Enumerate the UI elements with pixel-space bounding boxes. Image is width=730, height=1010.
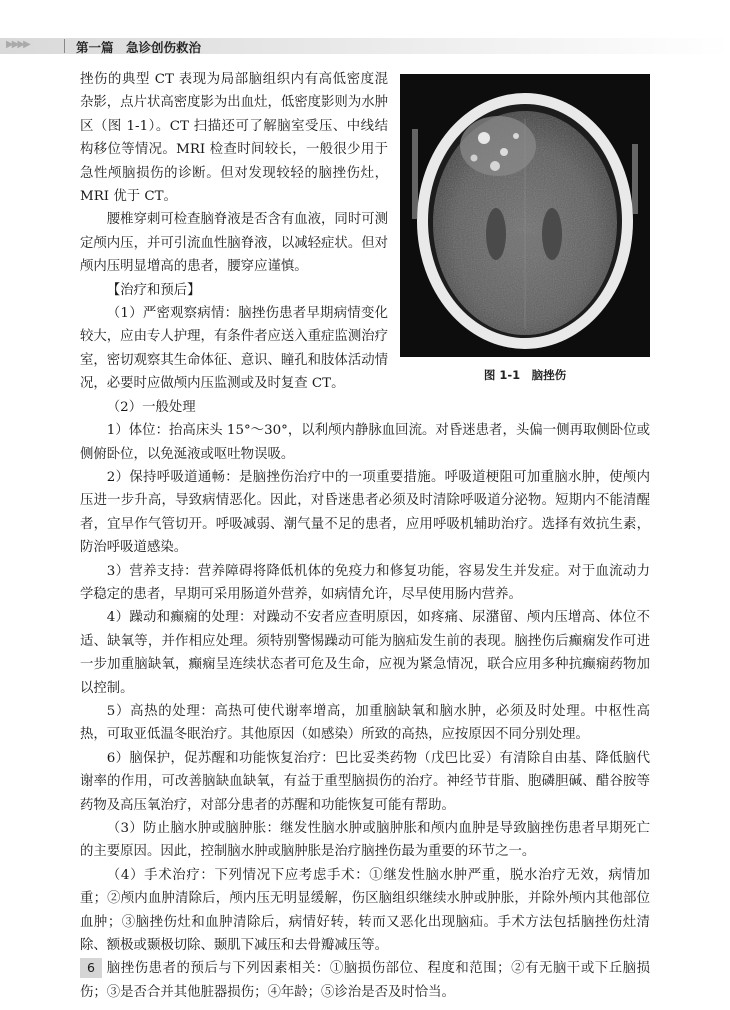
paragraph-prognosis: 脑挫伤患者的预后与下列因素相关：①脑损伤部位、程度和范围；②有无脑干或下丘脑损伤；③是否合并其他脏器损伤；④年龄；⑤诊治是否及时恰当。 [80,961,650,1000]
paragraph-edema-prevention: （3）防止脑水肿或脑肿胀：继发性脑水肿或脑肿胀和颅内血肿是导致脑挫伤患者早期死亡的主要原因。因此，控制脑水肿或脑肿胀是治疗脑挫伤最为重要的环节之一。 [80,821,650,860]
ct-scan-image [400,74,650,357]
paragraph-nutrition: 3）营养支持：营养障碍将降低机体的免疫力和修复功能，容易发生并发症。对于血流动力学稳定的患者，早期可采用肠道外营养，如病情允许，尽早使用肠内营养。 [80,563,650,602]
section-heading-treatment: 【治疗和预后】 [106,282,201,298]
page-number: 6 [80,958,102,978]
figure-caption: 图 1-1 脑挫伤 [483,368,567,382]
header-title [76,38,201,56]
figure-ct-scan [400,74,650,384]
paragraph-lumbar-puncture: 腰椎穿刺可检查脑脊液是否含有血液，同时可测定颅内压，并可引流血性脑脊液，以减轻症状。但对颅内压明显增高的患者，腰穿应谨慎。 [80,212,388,275]
paragraph-general-care: （2）一般处理 [106,399,196,415]
running-header [0,0,730,60]
paragraph-ct-findings: 挫伤的典型 CT 表现为局部脑组织内有高低密度混杂影，点片状高密度影为出血灶，低密度影则为水肿区（图 1-1）。CT 扫描还可了解脑室受压、中线结构移位等情况。MRI 检查时间较长，一般很少用于急性颅脑损伤的诊断。但对发现较轻的脑挫伤灶，MRI 优于 CT。 [80,72,388,205]
header-part: 第一篇 [76,40,114,55]
paragraph-agitation-epilepsy: 4）躁动和癫痫的处理：对躁动不安者应查明原因，如疼痛、尿潴留、颅内压增高、体位不适、缺氧等，并作相应处理。须特别警惕躁动可能为脑疝发生前的表现。脑挫伤后癫痫发作可进一步加重脑缺氧，癫痫呈连续状态者可危及生命，应视为紧急情况，联合应用多种抗癫痫药物加以控制。 [80,610,650,696]
paragraph-fever: 5）高热的处理：高热可使代谢率增高，加重脑缺氧和脑水肿，必须及时处理。中枢性高热，可取亚低温冬眠治疗。其他原因（如感染）所致的高热，应按原因不同分别处理。 [80,703,650,743]
paragraph-airway: 2）保持呼吸道通畅：是脑挫伤治疗中的一项重要措施。呼吸道梗阻可加重脑水肿，使颅内压进一步升高，导致病情恶化。因此，对昏迷患者必须及时清除呼吸道分泌物。短期内不能清醒者，宜早作气管切开。呼吸减弱、潮气量不足的患者，应用呼吸机辅助治疗。选择有效抗生素，防治呼吸道感染。 [80,469,650,556]
page-body [80,68,650,1004]
paragraph-observation: （1）严密观察病情：脑挫伤患者早期病情变化较大，应由专人护理，有条件者应送入重症监测治疗室，密切观察其生命体征、意识、瞳孔和肢体活动情况，必要时应做颅内压监测或及时复查 CT。 [80,306,388,392]
paragraph-surgery: （4）手术治疗：下列情况下应考虑手术：①继发性脑水肿严重，脱水治疗无效，病情加重；②颅内血肿清除后，颅内压无明显缓解，伤区脑组织继续水肿或肿胀，并除外颅内其他部位血肿；③脑挫伤灶和血肿清除后，病情好转，转而又恶化出现脑疝。手术方法包括脑挫伤灶清除、额极或颞极切除、颞肌下减压和去骨瓣减压等。 [80,867,650,954]
header-arrow-icon: ▶▶▶▶ [6,39,29,50]
paragraph-brain-protection: 6）脑保护，促苏醒和功能恢复治疗：巴比妥类药物（戊巴比妥）有清除自由基、降低脑代谢率的作用，可改善脑缺血缺氧，有益于重型脑损伤的治疗。神经节苷脂、胞磷胆碱、醋谷胺等药物及高压氧治疗，对部分患者的苏醒和功能恢复可能有帮助。 [80,750,650,813]
header-divider [64,39,65,53]
paragraph-position: 1）体位：抬高床头 15°～30°，以利颅内静脉血回流。对昏迷患者，头偏一侧再取侧卧位或侧俯卧位，以免涎液或呕吐物误吸。 [80,423,650,462]
header-chapter-title: 急诊创伤救治 [126,40,202,55]
